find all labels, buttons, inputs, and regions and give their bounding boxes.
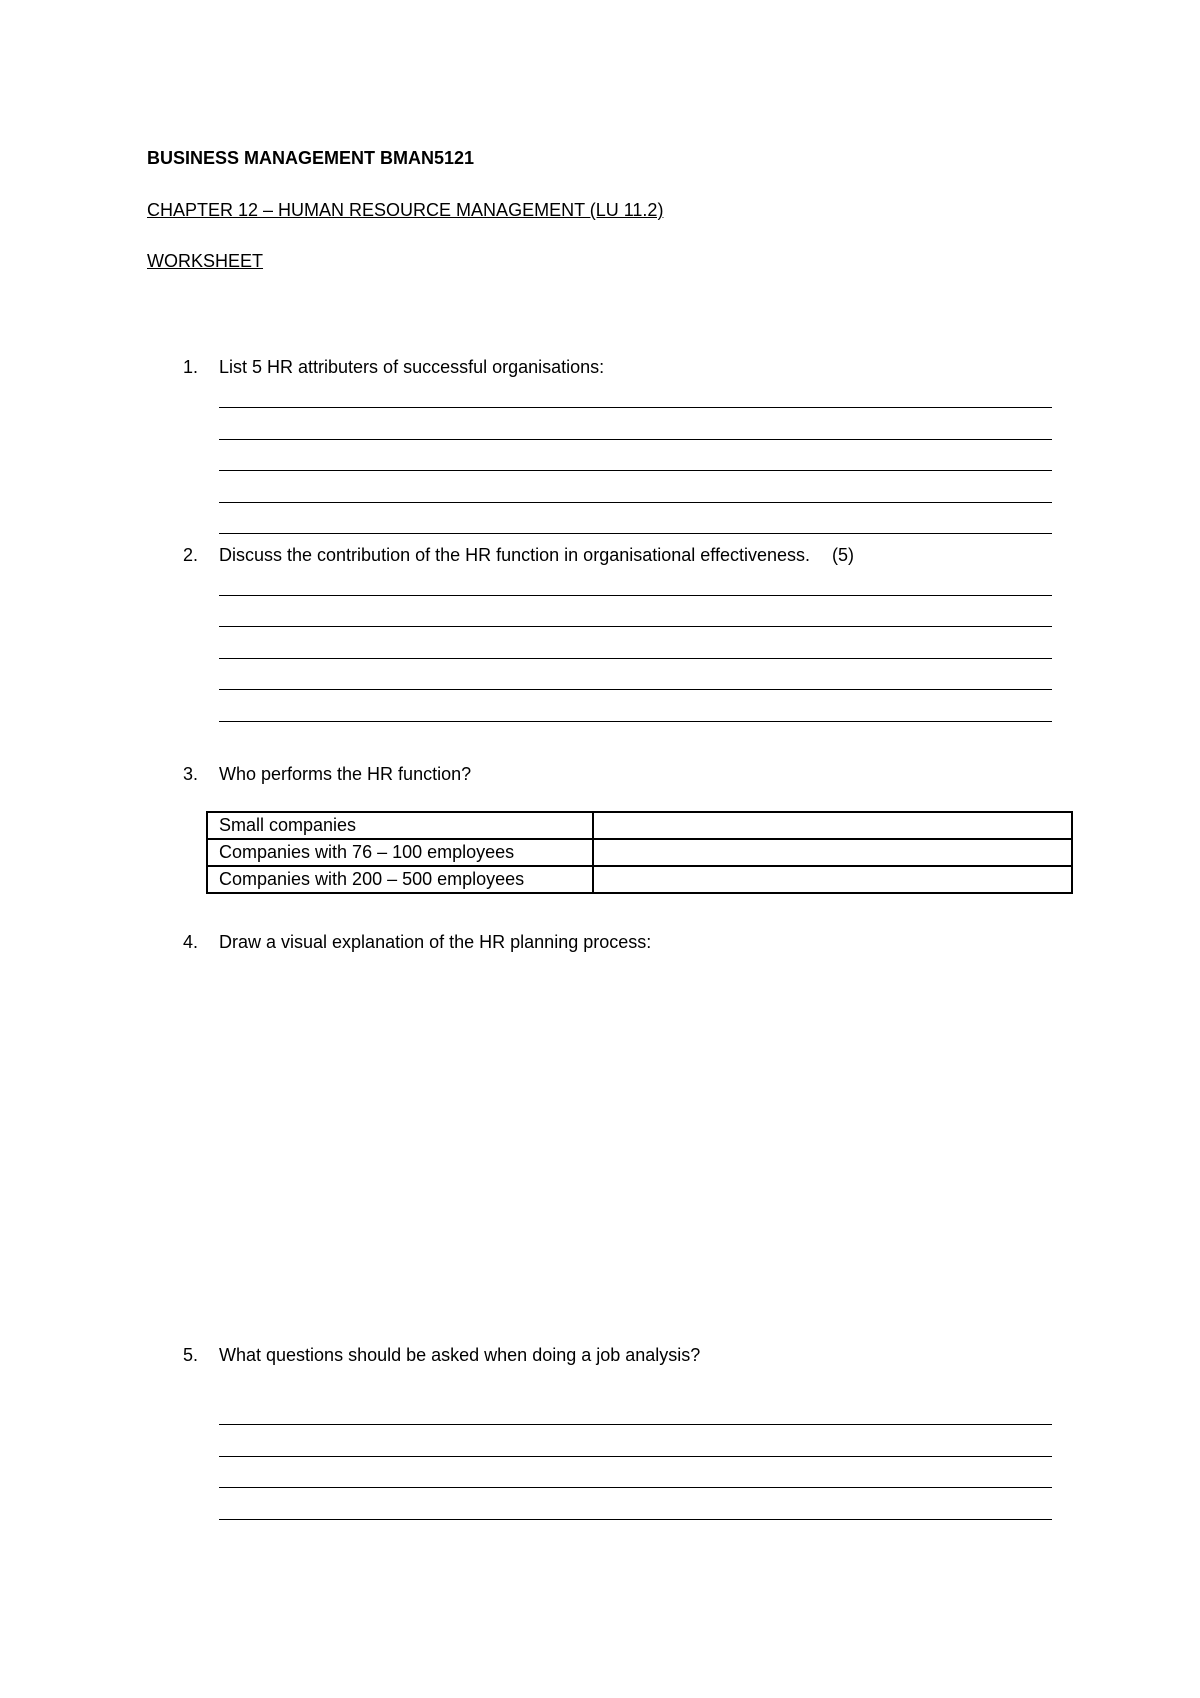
- question-text: List 5 HR attributers of successful organisations:: [219, 357, 605, 377]
- question-3: [183, 764, 471, 785]
- document-title: BUSINESS MANAGEMENT BMAN5121: [147, 148, 475, 168]
- table-row: [207, 839, 1072, 866]
- table-row: [207, 866, 1072, 893]
- table-cell-label: Companies with 200 – 500 employees: [207, 866, 593, 893]
- question-marks: (5): [832, 545, 854, 565]
- question-number: 2.: [183, 545, 199, 565]
- worksheet-label: WORKSHEET: [147, 251, 264, 271]
- answer-line-q2-3[interactable]: [219, 658, 1052, 659]
- drawing-area[interactable]: [219, 970, 1052, 1330]
- answer-line-q5-2[interactable]: [219, 1456, 1052, 1457]
- answer-line-q1-4[interactable]: [219, 502, 1052, 503]
- question-number: 1.: [183, 357, 199, 377]
- table-row: [207, 812, 1072, 839]
- question-number: 5.: [183, 1345, 199, 1365]
- answer-line-q2-4[interactable]: [219, 689, 1052, 690]
- table-cell-answer[interactable]: [593, 866, 1072, 893]
- table-cell-answer[interactable]: [593, 839, 1072, 866]
- hr-function-table: [206, 811, 1073, 894]
- answer-line-q2-2[interactable]: [219, 626, 1052, 627]
- question-number: 4.: [183, 932, 199, 952]
- question-text: What questions should be asked when doing a job analysis?: [219, 1345, 701, 1365]
- answer-line-q1-1[interactable]: [219, 407, 1052, 408]
- answer-line-q1-3[interactable]: [219, 470, 1052, 471]
- question-number: 3.: [183, 764, 199, 784]
- question-text: Discuss the contribution of the HR function in organisational effectiveness.: [219, 545, 810, 565]
- question-text: Draw a visual explanation of the HR planning process:: [219, 932, 652, 952]
- answer-line-q2-5[interactable]: [219, 721, 1052, 722]
- question-text: Who performs the HR function?: [219, 764, 472, 784]
- table-cell-label: Small companies: [207, 812, 593, 839]
- chapter-heading: CHAPTER 12 – HUMAN RESOURCE MANAGEMENT (LU 11.2): [147, 200, 664, 220]
- answer-line-q5-3[interactable]: [219, 1487, 1052, 1488]
- question-5: [183, 1345, 700, 1366]
- table-cell-answer[interactable]: [593, 812, 1072, 839]
- answer-line-q1-5[interactable]: [219, 533, 1052, 534]
- question-2: [183, 545, 854, 566]
- question-4: [183, 932, 651, 953]
- answer-line-q5-4[interactable]: [219, 1519, 1052, 1520]
- answer-line-q1-2[interactable]: [219, 439, 1052, 440]
- table-cell-label: Companies with 76 – 100 employees: [207, 839, 593, 866]
- question-1: [183, 357, 604, 378]
- answer-line-q5-1[interactable]: [219, 1424, 1052, 1425]
- answer-line-q2-1[interactable]: [219, 595, 1052, 596]
